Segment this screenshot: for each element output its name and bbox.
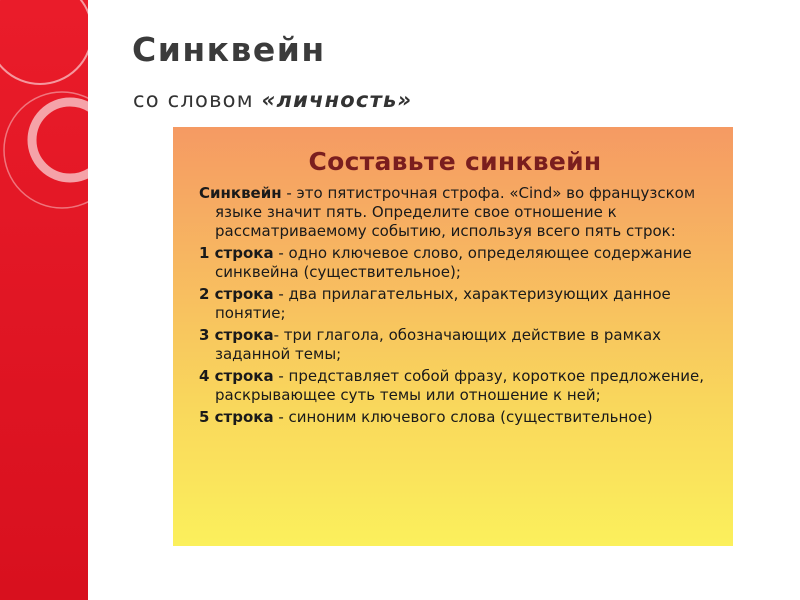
- paragraph-lead: 1 строка: [199, 244, 274, 262]
- paragraph-lead: 4 строка: [199, 367, 274, 385]
- line-1-paragraph: [199, 244, 711, 282]
- paragraph-lead: 3 строка: [199, 326, 274, 344]
- card-heading: Составьте синквейн: [308, 147, 602, 176]
- decorative-circles-graphic: [0, 0, 88, 600]
- subtitle-keyword: «личность»: [261, 88, 413, 112]
- paragraph-lead: Синквейн: [199, 184, 282, 202]
- line-2-paragraph: [199, 285, 711, 323]
- paragraph-text: - три глагола, обозначающих действие в рамках заданной темы;: [215, 326, 662, 363]
- instruction-card: [173, 127, 733, 546]
- paragraph-text: - синоним ключевого слова (существительное): [273, 408, 653, 426]
- decorative-circle-large: [0, 0, 88, 84]
- subtitle-prefix: со словом: [133, 88, 262, 112]
- paragraph-text: - одно ключевое слово, определяющее содержание синквейна (существительное);: [215, 244, 692, 281]
- side-accent-band: [0, 0, 88, 600]
- line-3-paragraph: [199, 326, 711, 364]
- paragraph-text: - представляет собой фразу, короткое предложение, раскрывающее суть темы или отношение к ней;: [215, 367, 705, 404]
- slide-subtitle: [133, 88, 412, 112]
- line-4-paragraph: [199, 367, 711, 405]
- definition-paragraph: [199, 184, 711, 241]
- paragraph-lead: 5 строка: [199, 408, 274, 426]
- line-5-paragraph: [199, 408, 711, 427]
- paragraph-lead: 2 строка: [199, 285, 274, 303]
- paragraph-text: - это пятистрочная строфа. «Cind» во французском языке значит пять. Определите свое отношение к рассматриваемому событию, используя всего пять строк:: [215, 184, 696, 240]
- decorative-circle-ring: [32, 102, 88, 178]
- paragraph-text: - два прилагательных, характеризующих данное понятие;: [215, 285, 671, 322]
- slide-title: Синквейн: [132, 30, 326, 69]
